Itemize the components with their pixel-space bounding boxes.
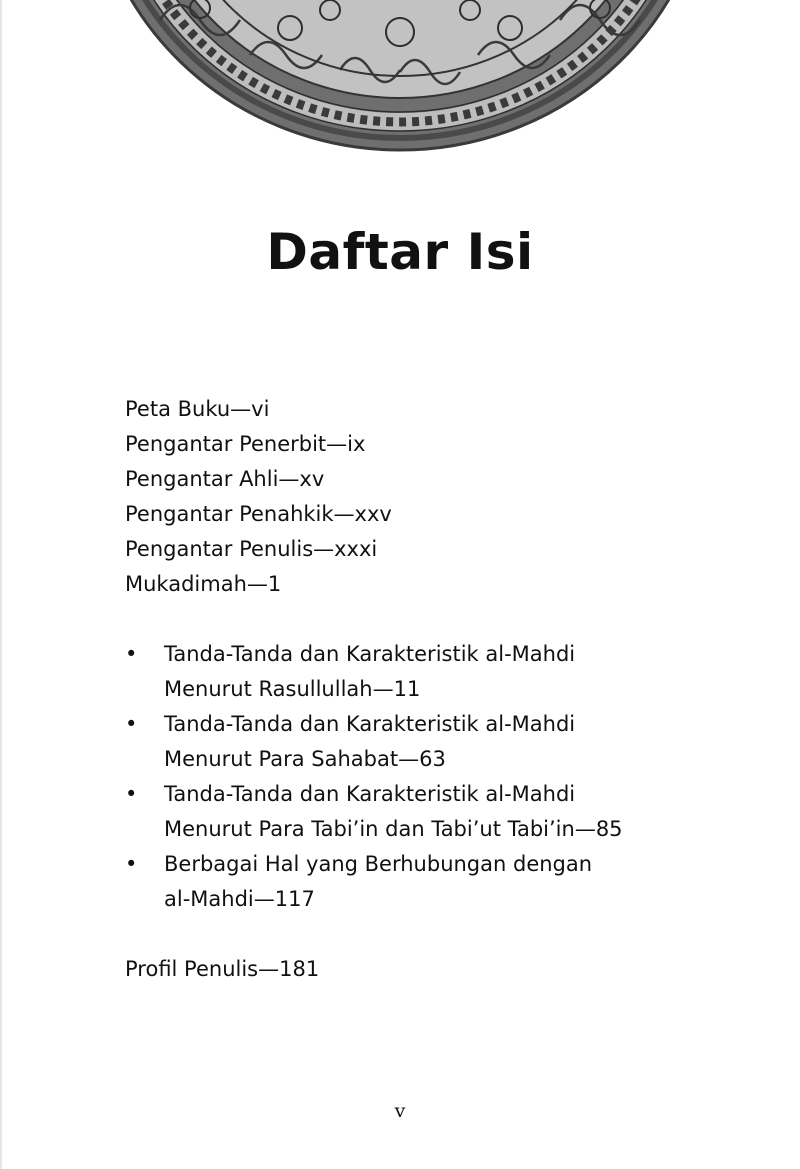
bullet-icon: •	[125, 642, 138, 666]
toc-entry-profil-penulis: Profil Penulis—181	[125, 957, 320, 981]
toc-entry-mukadimah: Mukadimah—1	[125, 572, 282, 596]
toc-entry-pengantar-penulis: Pengantar Penulis—xxxi	[125, 537, 378, 561]
ornament-medallion-icon	[0, 0, 800, 160]
bullet-icon: •	[125, 852, 138, 876]
bullet-icon: •	[125, 782, 138, 806]
chapter-title-line: Menurut Para Sahabat—63	[164, 747, 446, 771]
bullet-icon: •	[125, 712, 138, 736]
toc-entry-pengantar-penerbit: Pengantar Penerbit—ix	[125, 432, 366, 456]
chapter-title-line: Menurut Rasullullah—11	[164, 677, 421, 701]
toc-entry-peta-buku: Peta Buku—vi	[125, 397, 270, 421]
chapter-item	[125, 777, 725, 847]
page-title: Daftar Isi	[266, 223, 534, 281]
chapter-title-line: al-Mahdi—117	[164, 887, 315, 911]
chapter-item	[125, 637, 725, 707]
chapter-title-line: Tanda-Tanda dan Karakteristik al-Mahdi	[164, 712, 576, 736]
chapter-title-line: Berbagai Hal yang Berhubungan dengan	[164, 852, 593, 876]
toc-entry-pengantar-ahli: Pengantar Ahli—xv	[125, 467, 325, 491]
page-number: v	[394, 1100, 406, 1122]
table-of-contents	[125, 392, 725, 987]
chapter-title-line: Tanda-Tanda dan Karakteristik al-Mahdi	[164, 782, 576, 806]
chapter-item	[125, 847, 725, 917]
chapter-item	[125, 707, 725, 777]
chapter-list	[125, 637, 725, 917]
page-edge	[0, 0, 2, 1169]
chapter-title-line: Menurut Para Tabi’in dan Tabi’ut Tabi’in—85	[164, 817, 623, 841]
toc-entry-pengantar-penahkik: Pengantar Penahkik—xxv	[125, 502, 392, 526]
chapter-title-line: Tanda-Tanda dan Karakteristik al-Mahdi	[164, 642, 576, 666]
